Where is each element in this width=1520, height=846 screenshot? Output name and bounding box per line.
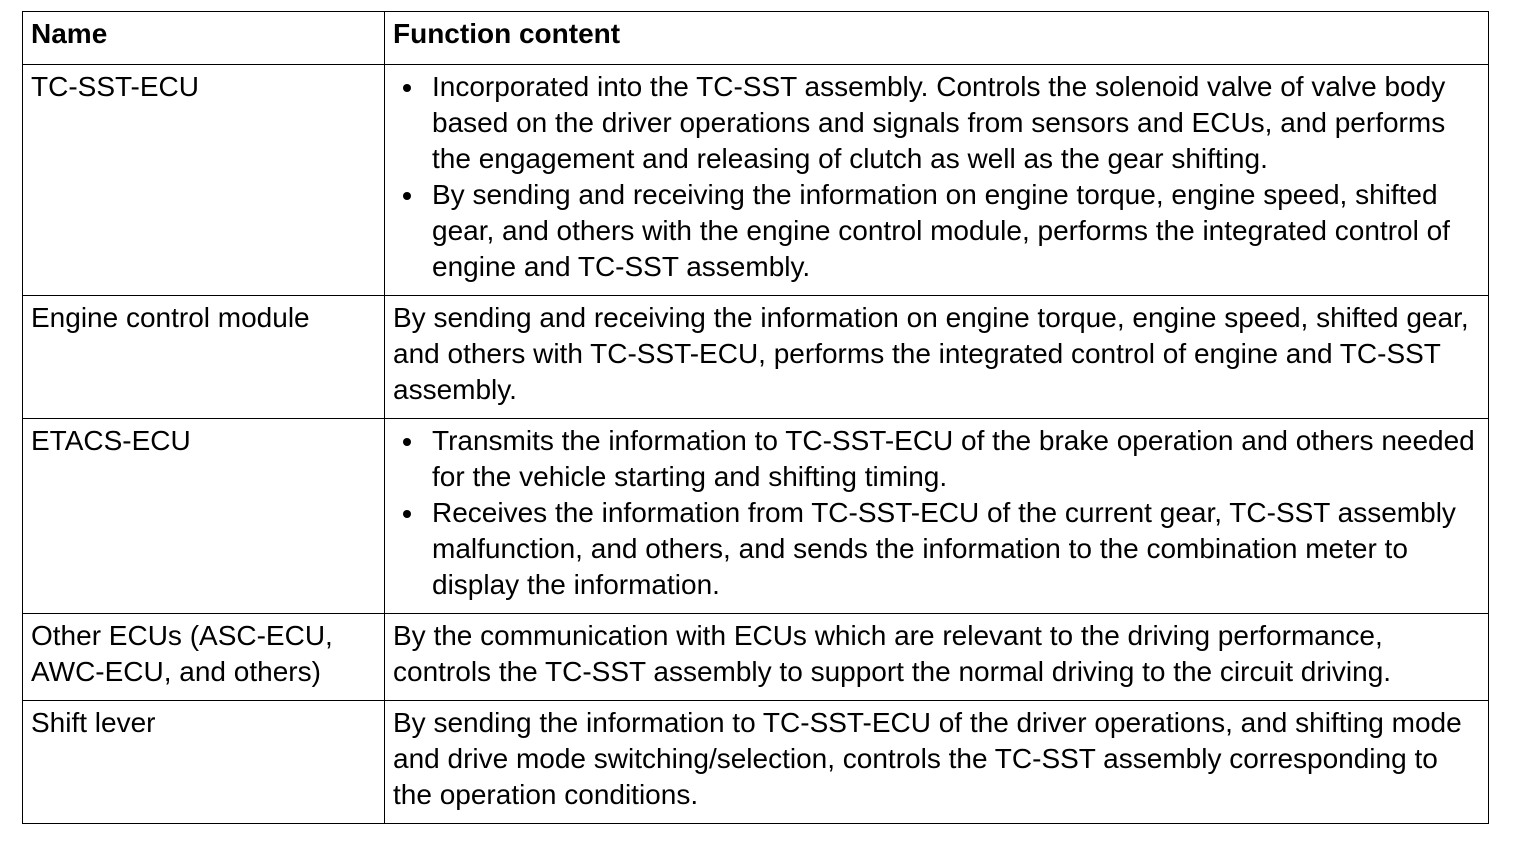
header-name: Name [23,12,385,65]
table-row [23,701,1489,824]
header-function-content: Function content [385,12,1489,65]
row-name-etacs-ecu: ETACS-ECU [23,419,385,614]
bullet-list [393,423,1480,603]
table-row [23,65,1489,296]
table-row [23,419,1489,614]
bullet-item: By sending and receiving the information on engine torque, engine speed, shifted gear, and others with the engine control module, performs the integrated control of engine and TC-SST assembly. [393,177,1480,285]
bullet-item: Receives the information from TC-SST-ECU of the current gear, TC-SST assembly malfunction, and others, and sends the information to the combination meter to display the information. [393,495,1480,603]
bullet-item: Incorporated into the TC-SST assembly. Controls the solenoid valve of valve body based on the driver operations and signals from sensors and ECUs, and performs the engagement and releasing of clutch as well as the gear shifting. [393,69,1480,177]
row-name-engine-control-module: Engine control module [23,296,385,419]
table-row [23,614,1489,701]
table-row [23,296,1489,419]
row-name-tc-sst-ecu: TC-SST-ECU [23,65,385,296]
row-function-other-ecus: By the communication with ECUs which are relevant to the driving performance, controls the TC-SST assembly to support the normal driving to the circuit driving. [385,614,1489,701]
row-function-tc-sst-ecu [385,65,1489,296]
row-function-engine-control-module: By sending and receiving the information on engine torque, engine speed, shifted gear, and others with TC-SST-ECU, performs the integrated control of engine and TC-SST assembly. [385,296,1489,419]
row-name-shift-lever: Shift lever [23,701,385,824]
bullet-item: Transmits the information to TC-SST-ECU of the brake operation and others needed for the vehicle starting and shifting timing. [393,423,1480,495]
row-function-shift-lever: By sending the information to TC-SST-ECU of the driver operations, and shifting mode and drive mode switching/selection, controls the TC-SST assembly corresponding to the operation conditions. [385,701,1489,824]
bullet-list [393,69,1480,285]
row-name-other-ecus: Other ECUs (ASC-ECU, AWC-ECU, and others) [23,614,385,701]
function-table [22,11,1489,824]
row-function-etacs-ecu [385,419,1489,614]
table-header-row [23,12,1489,65]
